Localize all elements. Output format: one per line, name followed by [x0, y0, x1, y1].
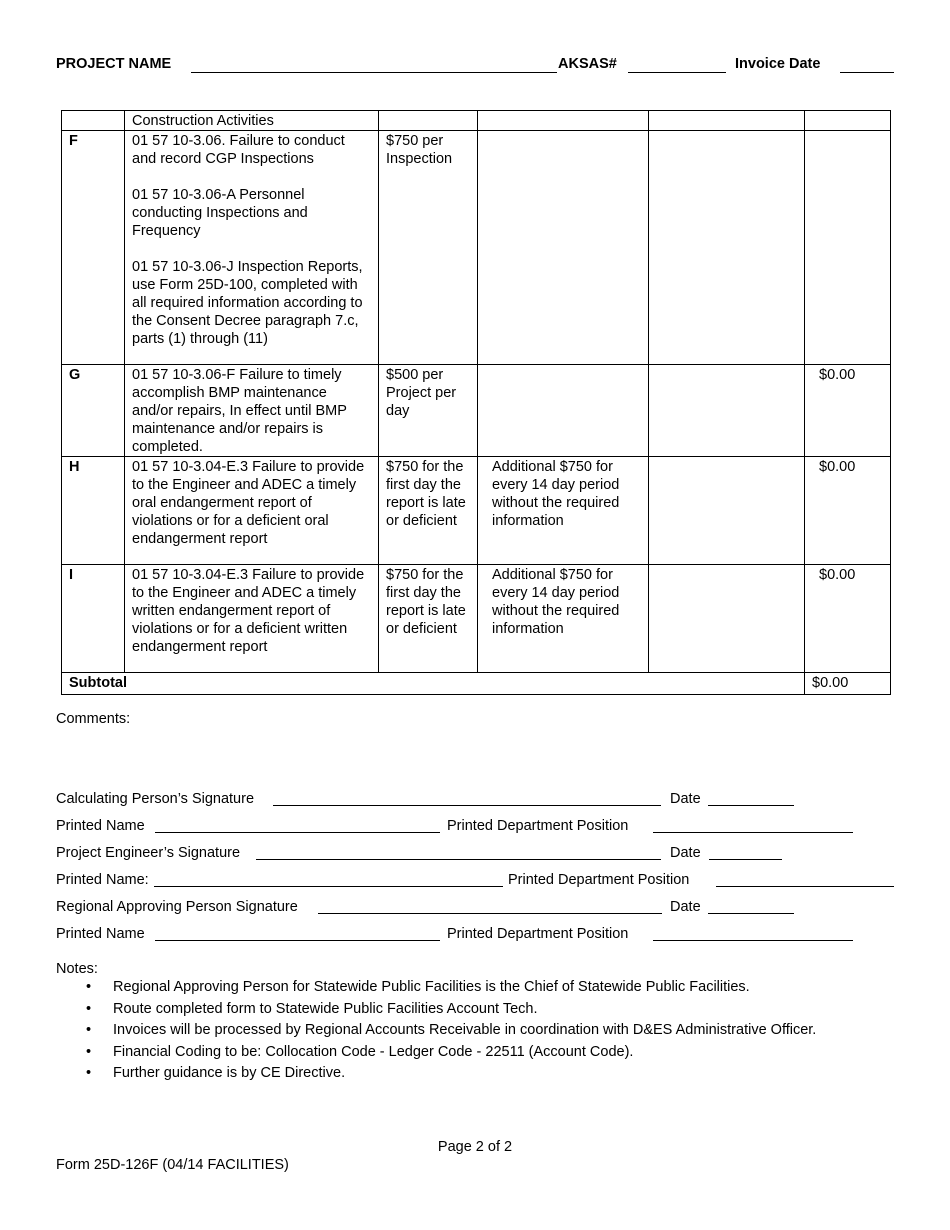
- aksas-field[interactable]: [628, 72, 726, 73]
- pe-signature-label: Project Engineer’s Signature: [56, 845, 241, 861]
- row-description: 01 57 10-3.04-E.3 Failure to provide to the Engineer and ADEC a timely oral endangerment report of violations or for a deficient oral endangerment report: [125, 457, 379, 565]
- pe-date-field[interactable]: [709, 859, 782, 860]
- list-item: • Further guidance is by CE Directive.: [56, 1063, 816, 1085]
- page-number: Page 2 of 2: [437, 1139, 513, 1155]
- table-row: [62, 131, 891, 365]
- row-description: 01 57 10-3.04-E.3 Failure to provide to the Engineer and ADEC a timely written endangerment report of violations or for a deficient written endangerment report: [125, 565, 379, 673]
- printed-name-label: Printed Name: [56, 818, 145, 834]
- dept-position-field[interactable]: [716, 886, 894, 887]
- dept-position-field[interactable]: [653, 832, 853, 833]
- table-row: [62, 365, 891, 457]
- row-amount[interactable]: $0.00: [805, 365, 891, 457]
- invoice-date-field[interactable]: [840, 72, 894, 73]
- list-item: • Route completed form to Statewide Public Facilities Account Tech.: [56, 999, 816, 1021]
- calc-signature-field[interactable]: [273, 805, 661, 806]
- list-item: • Invoices will be processed by Regional Accounts Receivable in coordination with D&ES Administrative Officer.: [56, 1020, 816, 1042]
- description-paragraph: 01 57 10-3.06. Failure to conduct and record CGP Inspections: [132, 133, 345, 167]
- dept-position-field[interactable]: [653, 940, 853, 941]
- row-amount[interactable]: $0.00: [805, 565, 891, 673]
- regional-signature-field[interactable]: [318, 913, 662, 914]
- row-additional: Additional $750 for every 14 day period without the required information: [478, 565, 649, 673]
- penalty-table: [61, 110, 891, 695]
- subtotal-label: Subtotal: [62, 673, 805, 695]
- description-paragraph: 01 57 10-3.06-A Personnel conducting Inspections and Frequency: [132, 187, 308, 239]
- row-label: I: [62, 565, 125, 673]
- description-paragraph: 01 57 10-3.06-J Inspection Reports, use Form 25D-100, completed with all required information according to the Consent Decree paragraph 7.c, parts (1) through (11): [132, 259, 363, 347]
- row-description: [125, 131, 379, 365]
- row-amount[interactable]: $0.00: [805, 457, 891, 565]
- notes-label: Notes:: [56, 961, 98, 977]
- row-rate: $750 for the first day the report is late or deficient: [379, 565, 478, 673]
- row-additional: Additional $750 for every 14 day period without the required information: [478, 457, 649, 565]
- regional-date-field[interactable]: [708, 913, 794, 914]
- table-row: [62, 565, 891, 673]
- project-name-label: PROJECT NAME: [56, 56, 172, 72]
- dept-position-label: Printed Department Position: [447, 818, 629, 834]
- row-label: F: [62, 131, 125, 365]
- printed-name-label: Printed Name: [56, 926, 145, 942]
- row-description: 01 57 10-3.06-F Failure to timely accomplish BMP maintenance and/or repairs, In effect until BMP maintenance and/or repairs is completed.: [125, 365, 379, 457]
- row-count[interactable]: [649, 565, 805, 673]
- subtotal-amount[interactable]: $0.00: [805, 673, 891, 695]
- printed-name-label: Printed Name:: [56, 872, 149, 888]
- row-label: H: [62, 457, 125, 565]
- calc-date-field[interactable]: [708, 805, 794, 806]
- printed-name-field[interactable]: [155, 832, 440, 833]
- table-row: [62, 111, 891, 131]
- calc-signature-label: Calculating Person’s Signature: [56, 791, 255, 807]
- aksas-label: AKSAS#: [558, 56, 617, 72]
- row-rate: $750 for the first day the report is late or deficient: [379, 457, 478, 565]
- row-count[interactable]: [649, 457, 805, 565]
- row-count[interactable]: [649, 131, 805, 365]
- row-amount[interactable]: [805, 131, 891, 365]
- list-item: • Financial Coding to be: Collocation Code - Ledger Code - 22511 (Account Code).: [56, 1042, 816, 1064]
- comments-label: Comments:: [56, 711, 131, 727]
- list-item: • Regional Approving Person for Statewide Public Facilities is the Chief of Statewide Public Facilities.: [56, 977, 816, 999]
- printed-name-field[interactable]: [154, 886, 503, 887]
- row-rate: $750 per Inspection: [379, 131, 478, 365]
- invoice-date-label: Invoice Date: [735, 56, 821, 72]
- notes-list: [56, 977, 816, 1085]
- row-rate: $500 per Project per day: [379, 365, 478, 457]
- row-additional: [478, 365, 649, 457]
- row-label: G: [62, 365, 125, 457]
- printed-name-field[interactable]: [155, 940, 440, 941]
- table-row: [62, 457, 891, 565]
- dept-position-label: Printed Department Position: [447, 926, 629, 942]
- row-count[interactable]: [649, 365, 805, 457]
- form-id: Form 25D-126F (04/14 FACILITIES): [56, 1157, 289, 1173]
- row-additional: [478, 131, 649, 365]
- calc-date-label: Date: [670, 791, 701, 807]
- regional-date-label: Date: [670, 899, 701, 915]
- subtotal-row: [62, 673, 891, 695]
- dept-position-label: Printed Department Position: [508, 872, 690, 888]
- pe-date-label: Date: [670, 845, 701, 861]
- regional-signature-label: Regional Approving Person Signature: [56, 899, 298, 915]
- section-title: Construction Activities: [125, 111, 379, 131]
- pe-signature-field[interactable]: [256, 859, 661, 860]
- project-name-field[interactable]: [191, 72, 557, 73]
